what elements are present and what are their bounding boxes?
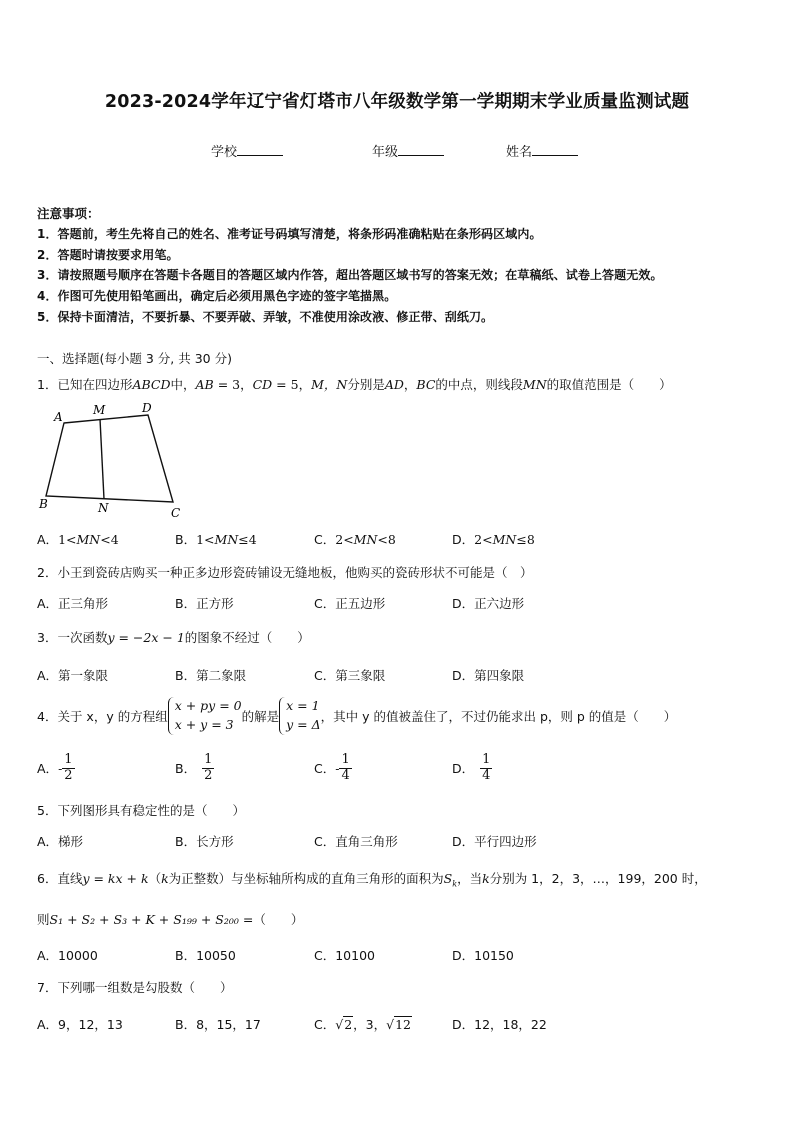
school-blank (237, 144, 283, 156)
school-label: 学校 (211, 145, 238, 160)
label-d: D (142, 401, 152, 415)
note-item: 5．保持卡面清洁，不要折暴、不要弄破、弄皱，不准使用涂改液、修正带、刮纸刀。 (37, 310, 494, 324)
q7-option-d[interactable]: D．12，18，22 (452, 1017, 547, 1032)
label-n: N (98, 501, 109, 515)
question-3-stem: 3．一次函数y = −2x − 1的图象不经过（ ） (37, 630, 310, 645)
q1-option-d[interactable]: D．2<MN≤8 (452, 532, 535, 547)
note-item: 3．请按照题号顺序在答题卡各题目的答题区域内作答，超出答题区域书写的答案无效；在草稿纸、试卷上答题无效。 (37, 268, 663, 282)
solution-system: x = 1 y = Δ (279, 697, 321, 735)
q2-option-a[interactable]: A．正三角形 (37, 596, 109, 611)
q6-option-d[interactable]: D．10150 (452, 948, 514, 963)
school-field (211, 141, 283, 160)
name-field (506, 141, 578, 160)
equation-system: x + py = 0 x + y = 3 (168, 697, 242, 735)
question-6-sum: 则S₁ + S₂ + S₃ + K + S₁₉₉ + S₂₀₀ =（ ） (37, 912, 304, 927)
q4-option-b[interactable]: B． $\frac{1}{2}$ (175, 752, 213, 783)
question-6-stem: 6．直线y = kx + k（k为正整数）与坐标轴所构成的直角三角形的面积为$S_k$，当k分别为 1，2，3，…，199，200 时， (37, 871, 707, 889)
q7-option-b[interactable]: B．8，15，17 (175, 1017, 261, 1032)
name-label: 姓名 (506, 145, 533, 160)
q1-option-b[interactable]: B．1<MN≤4 (175, 532, 257, 547)
q7-option-c[interactable]: C．√2，3，√12 (314, 1017, 411, 1032)
q5-option-b[interactable]: B．长方形 (175, 834, 234, 849)
q3-option-b[interactable]: B．第二象限 (175, 668, 247, 683)
q7-option-a[interactable]: A．9，12，13 (37, 1017, 123, 1032)
q3-option-a[interactable]: A．第一象限 (37, 668, 109, 683)
q1-option-c[interactable]: C．2<MN<8 (314, 532, 396, 547)
q2-option-d[interactable]: D．正六边形 (452, 596, 525, 611)
sqrt-2: √2 (335, 1017, 353, 1032)
notes-heading: 注意事项： (37, 206, 100, 221)
question-5-stem: 5．下列图形具有稳定性的是（ ） (37, 803, 245, 818)
quadrilateral-figure (36, 400, 186, 522)
name-blank (532, 144, 578, 156)
label-c: C (171, 506, 181, 520)
q1-option-a[interactable]: A．1<MN<4 (37, 532, 119, 547)
page-title: 2023-2024学年辽宁省灯塔市八年级数学第一学期期末学业质量监测试题 (104, 92, 690, 112)
label-b: B (39, 497, 48, 511)
q5-option-d[interactable]: D．平行四边形 (452, 834, 537, 849)
note-item: 1．答题前，考生先将自己的姓名、准考证号码填写清楚，将条形码准确粘贴在条形码区域内。 (37, 227, 542, 241)
q4-option-a[interactable]: A． - $\frac{1}{2}$ (37, 752, 73, 783)
grade-field (372, 141, 444, 160)
q3-option-c[interactable]: C．第三象限 (314, 668, 386, 683)
question-2-stem: 2．小王到瓷砖店购买一种正多边形瓷砖铺设无缝地板，他购买的瓷砖形状不可能是（ ） (37, 565, 533, 580)
q2-option-b[interactable]: B．正方形 (175, 596, 234, 611)
note-item: 2．答题时请按要求用笔。 (37, 248, 179, 262)
q6-option-c[interactable]: C．10100 (314, 948, 375, 963)
question-4-stem: 4．关于 x，y 的方程组 x + py = 0 x + y = 3 的解是 x = 1 y = Δ ，其中 y 的值被盖住了，不过仍能求出 p，则 p 的值是（ ） (37, 697, 676, 735)
section-heading: 一、选择题(每小题 3 分, 共 30 分) (37, 351, 232, 366)
q4-option-c[interactable]: C． - $\frac{1}{4}$ (314, 752, 350, 783)
q5-option-a[interactable]: A．梯形 (37, 834, 84, 849)
question-7-stem: 7．下列哪一组数是勾股数（ ） (37, 980, 233, 995)
q4-option-d[interactable]: D． $\frac{1}{4}$ (452, 752, 491, 783)
q2-option-c[interactable]: C．正五边形 (314, 596, 386, 611)
sqrt-12: √12 (386, 1017, 411, 1032)
q3-option-d[interactable]: D．第四象限 (452, 668, 525, 683)
question-1-stem: 1．已知在四边形ABCD中，AB = 3，CD = 5，M，N分别是AD，BC的中点，则线段MN的取值范围是（ ） (37, 377, 672, 392)
grade-label: 年级 (372, 145, 399, 160)
label-a: A (54, 410, 63, 424)
q5-option-c[interactable]: C．直角三角形 (314, 834, 398, 849)
grade-blank (398, 144, 444, 156)
note-item: 4．作图可先使用铅笔画出，确定后必须用黑色字迹的签字笔描黑。 (37, 289, 397, 303)
q6-option-b[interactable]: B．10050 (175, 948, 236, 963)
label-m: M (93, 403, 106, 417)
q6-option-a[interactable]: A．10000 (37, 948, 98, 963)
